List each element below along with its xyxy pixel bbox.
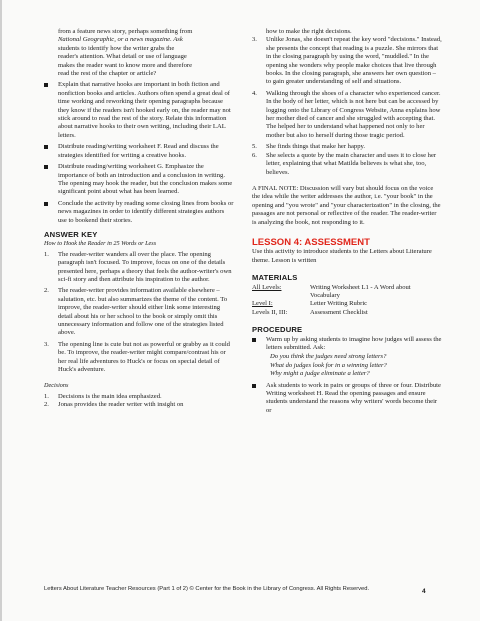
page-footer: Letters About Literature Teacher Resources (Part 1 of 2) © Center for the Book in the Library of Congress. All Rights Reserved. — [44, 586, 370, 592]
left-column — [44, 28, 234, 413]
answer-item: 2. The reader-writer provides information available elsewhere – salutation, etc. but also summarizes the theme of the content. To improve, the reader-writer should either link some interesting detail about his or her school to the book or simply omit this unnecessary information and follow one of the strategies listed above. — [44, 287, 228, 337]
bullet-item: Conclude the activity by reading some closing lines from books or news magazines in order to identify different strategies authors use to bookend their stories. — [44, 200, 234, 225]
numbered-item: 6. She selects a quote by the main character and uses it to close her letter, explaining that what Matilda believes is what she, too, believes. — [252, 151, 437, 176]
continued-line: how to make the right decisions. — [266, 28, 352, 35]
answer-key-subtitle: How to Hook the Reader in 25 Words or Less — [44, 240, 157, 248]
procedure-item: Ask students to work in pairs or groups of three or four. Distribute Writing worksheet H. Read the opening passages and ensure students understand the reasons why writers' words become their or — [252, 382, 442, 416]
intro-line: students to identify how the writer grabs the — [58, 44, 175, 52]
bullet-icon — [44, 165, 48, 169]
numbered-item: 4. Walking through the shoes of a character who experienced cancer. In the body of her letter, which is not here but can be accessed by logging onto the Library of Congress Website, Anna explains how her mother died of cancer and she struggled with accepting that. The helped her to understand what happened not only to her mother but also to herself during those tragic period. — [252, 89, 441, 139]
intro-line: reader's attention. What detail or use of language — [58, 53, 187, 61]
procedure-heading: PROCEDURE — [252, 325, 303, 335]
decision-item: 2. Jonas provides the reader writer with insight on — [44, 401, 184, 409]
final-note: A FINAL NOTE: Discussion will vary but should focus on the voice the idea while the writer addresses the author, i.e. "your book" in the opening and "you wrote" and "your characterization" in the closing, the passages are not personal or reflective of the reader. The reader-writer is analyzing the book, not responding to it. — [252, 184, 441, 226]
procedure-question: Why might a judge eliminate a letter? — [270, 370, 370, 378]
numbered-item: 3. Unlike Jonas, she doesn't repeat the key word "decisions." Instead, she presents the concept that reading is a puzzle. She mirrors that in the closing paragraph by using the word, "muddled." In the opening she wonders why people make choices that live through books. In the closing paragraph, she answers her own question – to gain greater understanding of self and situations. — [252, 36, 442, 86]
lesson-intro: Use this activity to introduce students to the Letters about Literature theme. Lesson is written — [252, 248, 432, 264]
bullet-item: Distribute reading/writing worksheet G. Emphasize the importance of both an introduction and a conclusion in writing. The opening may hook the reader, but the conclusion makes some significant point about what has been learned. — [44, 163, 234, 197]
intro-line: National Geographic, or a news magazine. Ask — [58, 36, 183, 44]
bullet-icon — [252, 384, 256, 388]
right-column — [252, 28, 442, 418]
decision-item: 1. Decisions is the main idea emphasized. — [44, 392, 162, 400]
intro-paragraph — [44, 28, 234, 78]
materials-row: Levels II, III: Assessment Checklist — [252, 308, 368, 316]
bullet-icon — [252, 338, 256, 342]
decisions-heading: Decisions — [44, 382, 69, 390]
procedure-question: What do judges look for in a winning letter? — [270, 361, 387, 369]
intro-line: makes the reader want to know more and therefore — [58, 61, 193, 69]
bullet-icon — [44, 145, 48, 149]
procedure-item: Warm up by asking students to imagine how judges will assess the letters submitted. Ask: — [252, 336, 442, 353]
page-number: 4 — [422, 588, 426, 595]
materials-row: Level I: Letter Writing Rubric — [252, 300, 368, 308]
lesson-title: LESSON 4: ASSESSMENT — [252, 236, 370, 248]
intro-line: read the rest of the chapter or article? — [58, 70, 157, 78]
numbered-item: 5. She finds things that make her happy. — [252, 143, 366, 151]
bullet-item: Explain that narrative hooks are important in both fiction and nonfiction books and articles. Authors often spend a great deal of time working and reworking their opening paragraphs because they know if the readers isn't hooked early on, the reader may not stick around to read the rest of the story. Relate this information about narrative hooks to their own writing, including their LAL letters. — [44, 81, 234, 140]
answer-item: 3. The opening line is cute but not as powerful or grabby as it could be. To improve, the reader-writer might compare/contrast his or her real life adventures to Huck's or focus on special detail of Huck's adventure. — [44, 340, 230, 374]
intro-line: from a feature news story, perhaps something from — [58, 28, 193, 35]
bullet-icon — [44, 202, 48, 206]
bullet-icon — [44, 83, 48, 87]
materials-heading: MATERIALS — [252, 273, 298, 283]
procedure-question: Do you think the judges need strong letters? — [270, 353, 387, 361]
bullet-item: Distribute reading/writing worksheet F. Read and discuss the strategies identified for writing a creative hooks. — [44, 143, 234, 160]
materials-row: All Levels: Writing Worksheet L1 - A Word about Vocabulary — [252, 283, 411, 299]
answer-item: 1. The reader-writer wanders all over the place. The opening paragraph isn't focused. To improve, focus on one of the details presented here, perhaps a theory that feels the author-writer's own sci-fi story and then attribute his inspiration to the author. — [44, 250, 232, 283]
answer-key-heading: ANSWER KEY — [44, 229, 98, 239]
